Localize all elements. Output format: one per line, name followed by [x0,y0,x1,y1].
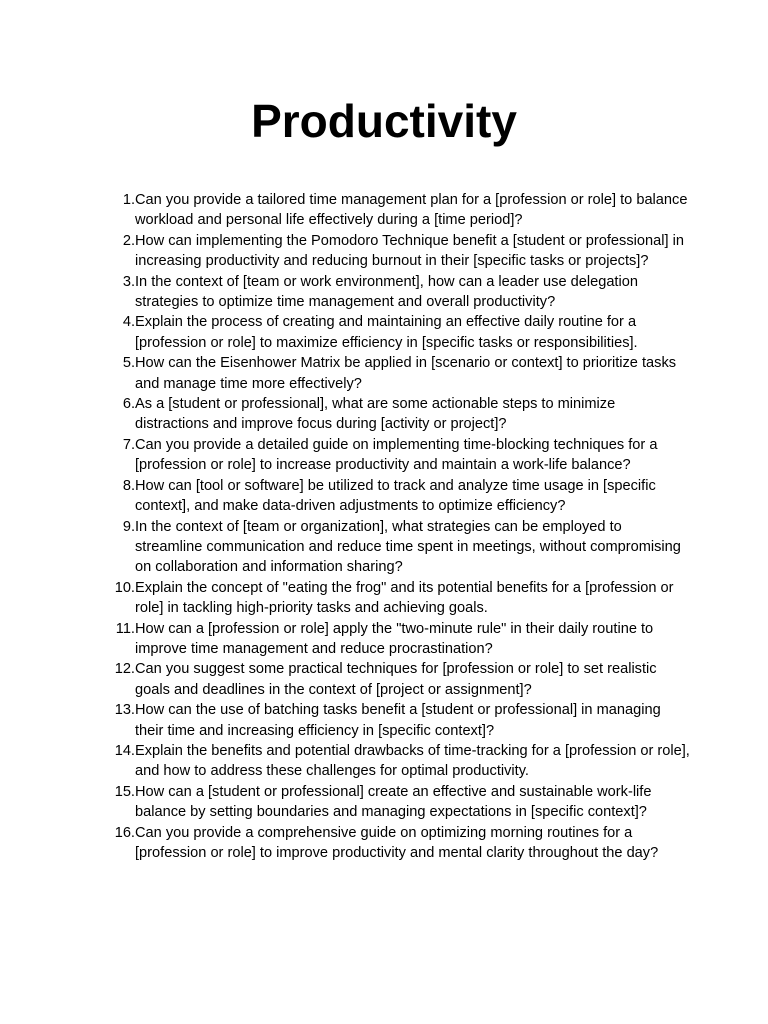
list-item [110,782,690,823]
list-item-text: Can you provide a comprehensive guide on optimizing morning routines for a [profession or role] to improve productivity and mental clarity throughout the day? [135,824,659,861]
list-item-text: How can implementing the Pomodoro Technique benefit a [student or professional] in increasing productivity and reducing burnout in their [specific tasks or projects]? [135,232,684,270]
list-item [110,353,690,394]
list-item-text: In the context of [team or work environment], how can a leader use delegation strategies to optimize time management and overall productivity? [135,273,638,311]
list-item-text: Can you suggest some practical techniques for [profession or role] to set realistic goals and deadlines in the context of [project or assignment]? [135,661,657,698]
list-number: 4. [122,314,135,331]
list-item [110,231,690,272]
list-number: 8. [122,477,135,494]
list-number: 5. [122,355,135,372]
list-item [110,190,690,231]
productivity-question-list [110,190,690,863]
list-number: 13. [114,702,135,719]
list-item-text: Explain the process of creating and maintaining an effective daily routine for a [profession or role] to maximize efficiency in [specific tasks or responsibilities]. [135,314,638,351]
list-item [110,700,690,741]
list-item [110,741,690,782]
list-item [110,476,690,517]
list-number: 7. [122,436,135,453]
list-item [110,578,690,619]
list-number: 6. [122,396,135,413]
list-number: 10. [114,579,135,596]
list-item [110,394,690,435]
list-item [110,517,690,578]
list-item [110,435,690,476]
list-number: 14. [114,742,135,759]
list-item-text: Explain the concept of "eating the frog" and its potential benefits for a [profession or role] in tackling high-priority tasks and achieving goals. [135,579,674,617]
list-item [110,312,690,353]
list-item-text: In the context of [team or organization], what strategies can be employed to streamline communication and reduce time spent in meetings, without compromising on collaboration and information sharing? [135,518,681,576]
list-item [110,272,690,313]
list-item-text: How can the use of batching tasks benefit a [student or professional] in managing their time and increasing efficiency in [specific context]? [135,702,661,739]
list-item [110,823,690,864]
list-item [110,659,690,700]
list-item-text: Can you provide a detailed guide on implementing time-blocking techniques for a [profession or role] to increase productivity and maintain a work-life balance? [135,436,658,474]
list-item [110,619,690,660]
list-item-text: Can you provide a tailored time management plan for a [profession or role] to balance workload and personal life effectively during a [time period]? [135,192,688,229]
list-item-text: As a [student or professional], what are some actionable steps to minimize distractions and improve focus during [activity or project]? [135,396,616,433]
list-number: 9. [122,518,135,535]
list-number: 15. [114,783,135,800]
list-number: 11. [115,620,135,637]
list-item-text: How can a [profession or role] apply the "two-minute rule" in their daily routine to improve time management and reduce procrastination? [135,620,654,657]
list-item-text: How can [tool or software] be utilized to track and analyze time usage in [specific context], and make data-driven adjustments to optimize efficiency? [135,477,656,515]
list-number: 12. [114,661,135,678]
list-item-text: Explain the benefits and potential drawbacks of time-tracking for a [profession or role], and how to address these challenges for optimal productivity. [135,742,690,780]
list-number: 1. [122,192,135,208]
list-number: 3. [122,273,135,290]
page-title: Productivity [251,95,517,147]
list-number: 16. [114,824,135,841]
list-item-text: How can the Eisenhower Matrix be applied in [scenario or context] to prioritize tasks and manage time more effectively? [135,355,677,392]
list-item-text: How can a [student or professional] create an effective and sustainable work-life balance by setting boundaries and managing expectations in [specific context]? [135,783,652,821]
list-number: 2. [122,232,135,249]
